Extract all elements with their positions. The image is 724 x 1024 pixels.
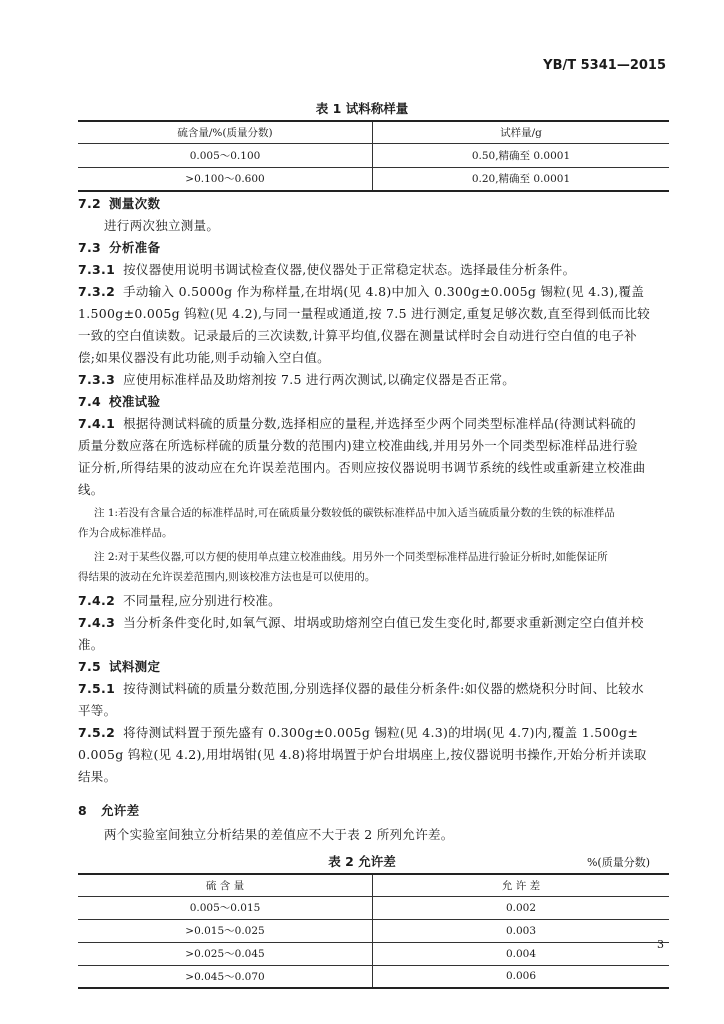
- table1-header-cell: 硫含量/%(质量分数): [78, 121, 373, 143]
- section-7-3-heading: [78, 237, 670, 259]
- standard-code: YB/T 5341—2015: [543, 58, 666, 73]
- paragraph: 两个实验室间独立分析结果的差值应不大于表 2 所列允许差。: [104, 827, 454, 842]
- paragraph-line: 结果。: [78, 769, 117, 784]
- section-number: 7.5: [78, 659, 102, 674]
- table2-header-row: [78, 874, 669, 896]
- paragraph: [78, 281, 670, 303]
- paragraph: 进行两次独立测量。: [104, 218, 220, 233]
- paragraph: [78, 590, 670, 612]
- section-7-2-heading: [78, 193, 670, 215]
- clause-number: 7.5.1: [78, 681, 116, 696]
- table1-header-cell: 试样量/g: [373, 121, 670, 143]
- section-title: 试料测定: [109, 659, 161, 674]
- clause-text: 应使用标准样品及助熔剂按 7.5 进行两次测试,以确定仪器是否正常。: [123, 372, 516, 387]
- section-title: 测量次数: [109, 196, 161, 211]
- section-number: 7.2: [78, 196, 102, 211]
- table2-unit: %(质量分数): [586, 856, 650, 869]
- table-cell: 0.005～0.015: [78, 896, 373, 919]
- table-cell: 0.003: [373, 919, 670, 942]
- table-cell: >0.100～0.600: [78, 167, 373, 191]
- paragraph-line: 偿;如果仪器没有此功能,则手动输入空白值。: [78, 350, 330, 365]
- clause-text: 手动输入 0.5000g 作为称样量,在坩埚(见 4.8)中加入 0.300g±0.005g 锡粒(见 4.3),覆盖: [123, 284, 645, 299]
- clause-number: 7.5.2: [78, 725, 116, 740]
- table-cell: >0.015～0.025: [78, 919, 373, 942]
- clause-number: 7.4.2: [78, 593, 116, 608]
- table-row: [78, 896, 669, 919]
- section-number: 7.4: [78, 394, 102, 409]
- section-number: 7.3: [78, 240, 102, 255]
- table-cell: >0.025～0.045: [78, 942, 373, 965]
- paragraph-line: 证分析,所得结果的波动应在允许误差范围内。否则应按仪器说明书调节系统的线性或重新建立校准曲: [78, 460, 646, 475]
- paragraph: [78, 259, 670, 281]
- section-title: 允许差: [101, 803, 140, 818]
- table-cell: 0.20,精确至 0.0001: [373, 167, 670, 191]
- paragraph-line: 平等。: [78, 703, 117, 718]
- paragraph-line: 线。: [78, 482, 104, 497]
- table-row: [78, 942, 669, 965]
- clause-number: 7.3.2: [78, 284, 116, 299]
- clause-text: 按待测试料硫的质量分数范围,分别选择仪器的最佳分析条件:如仪器的燃烧积分时间、比较水: [123, 681, 644, 696]
- clause-number: 7.4.3: [78, 615, 116, 630]
- table1-header-row: [78, 121, 669, 143]
- paragraph-line: 一致的空白值读数。记录最后的三次读数,计算平均值,仪器在测量试样时会自动进行空白值的电子补: [78, 328, 637, 343]
- paragraph: [78, 678, 670, 700]
- table-row: [78, 167, 669, 191]
- note-2-continued: 得结果的波动在允许误差范围内,则该校准方法也是可以使用的。: [78, 571, 376, 583]
- note-2: 注 2:对于某些仪器,可以方便的使用单点建立校准曲线。用另外一个同类型标准样品进行验证分析时,如能保证所: [94, 551, 608, 563]
- table-cell: >0.045～0.070: [78, 965, 373, 988]
- paragraph-line: 0.005g 钨粒(见 4.2),用坩埚钳(见 4.8)将坩埚置于炉台坩埚座上,按仪器说明书操作,开始分析并读取: [78, 747, 647, 762]
- paragraph: [78, 612, 670, 634]
- paragraph: [78, 369, 670, 391]
- section-7-4-heading: [78, 391, 670, 413]
- table2-header-cell: 允 许 差: [373, 874, 670, 896]
- paragraph: [78, 722, 670, 744]
- table1-caption: 表 1 试料称样量: [315, 101, 409, 116]
- clause-text: 不同量程,应分别进行校准。: [123, 593, 281, 608]
- table2: [78, 873, 669, 989]
- table-cell: 0.002: [373, 896, 670, 919]
- note-1-continued: 作为合成标准样品。: [78, 527, 173, 539]
- table2-header-cell: 硫 含 量: [78, 874, 373, 896]
- clause-number: 7.4.1: [78, 416, 116, 431]
- table-row: [78, 143, 669, 167]
- clause-text: 根据待测试料硫的质量分数,选择相应的量程,并选择至少两个同类型标准样品(待测试料硫的: [123, 416, 637, 431]
- section-title: 校准试验: [109, 394, 161, 409]
- table-cell: 0.004: [373, 942, 670, 965]
- table-cell: 0.005～0.100: [78, 143, 373, 167]
- paragraph-line: 1.500g±0.005g 钨粒(见 4.2),与同一量程或通道,按 7.5 进行测定,重复足够次数,直至得到低而比较: [78, 306, 651, 321]
- table-cell: 0.006: [373, 965, 670, 988]
- clause-text: 当分析条件变化时,如氧气源、坩埚或助熔剂空白值已发生变化时,都要求重新测定空白值并校: [123, 615, 644, 630]
- section-8-heading: [78, 800, 670, 822]
- paragraph-line: 准。: [78, 637, 104, 652]
- table1: [78, 120, 669, 192]
- clause-number: 7.3.1: [78, 262, 116, 277]
- section-title: 分析准备: [109, 240, 161, 255]
- table-row: [78, 965, 669, 988]
- paragraph-line: 质量分数应落在所选标样硫的质量分数的范围内)建立校准曲线,并用另外一个同类型标准样品进行验: [78, 438, 638, 453]
- table2-caption: 表 2 允许差: [328, 854, 396, 869]
- clause-number: 7.3.3: [78, 372, 116, 387]
- section-number: 8: [78, 803, 87, 818]
- clause-text: 将待测试料置于预先盛有 0.300g±0.005g 锡粒(见 4.3)的坩埚(见 4.7)内,覆盖 1.500g±: [123, 725, 639, 740]
- note-1: 注 1:若没有含量合适的标准样品时,可在硫质量分数较低的碳铁标准样品中加入适当硫质量分数的生铁的标准样品: [94, 507, 615, 519]
- table-cell: 0.50,精确至 0.0001: [373, 143, 670, 167]
- paragraph: [78, 413, 670, 435]
- clause-text: 按仪器使用说明书调试检查仪器,使仪器处于正常稳定状态。选择最佳分析条件。: [123, 262, 576, 277]
- section-7-5-heading: [78, 656, 670, 678]
- page-number: 3: [657, 938, 664, 951]
- table-row: [78, 919, 669, 942]
